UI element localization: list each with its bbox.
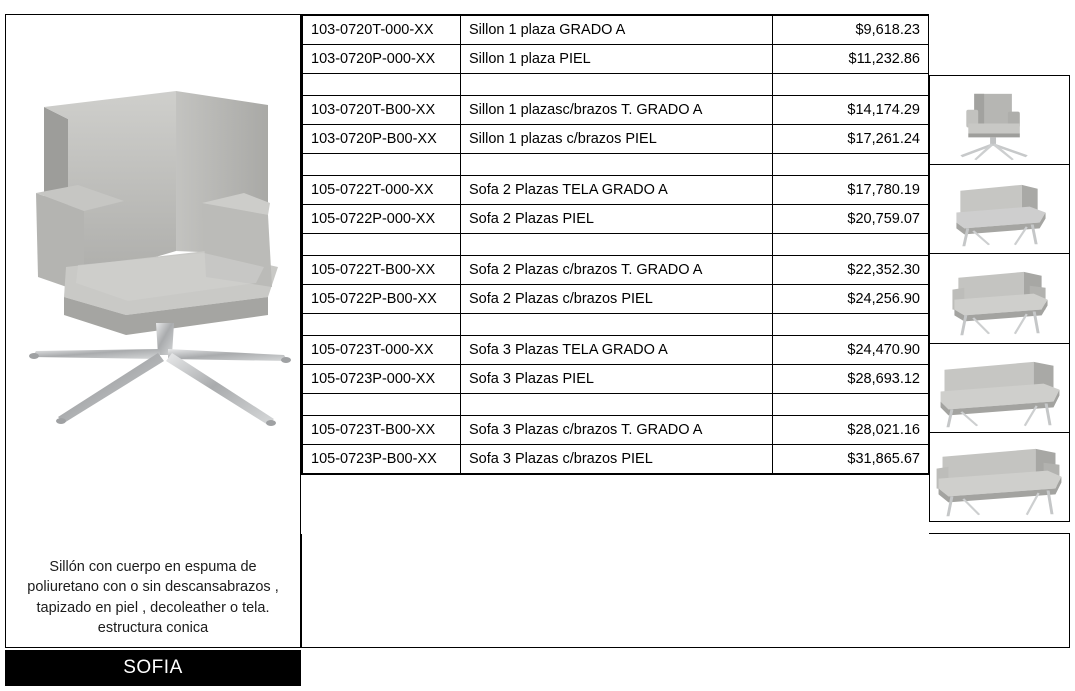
row-name: Sillon 1 plazas c/brazos PIEL [461,125,773,154]
row-name [461,234,773,256]
row-code: 105-0723T-B00-XX [303,416,461,445]
row-name: Sofa 2 Plazas c/brazos PIEL [461,285,773,314]
row-name [461,154,773,176]
row-code: 103-0720P-000-XX [303,45,461,74]
row-price: $14,174.29 [773,96,929,125]
row-price: $28,021.16 [773,416,929,445]
table-spacer-row [303,394,929,416]
row-code: 105-0722P-B00-XX [303,285,461,314]
row-price: $24,256.90 [773,285,929,314]
price-table-container [301,14,929,475]
row-price: $20,759.07 [773,205,929,234]
row-code: 103-0720T-B00-XX [303,96,461,125]
thumbnail-sofa-3-plazas-sin-brazos [930,344,1069,433]
table-spacer-row [303,234,929,256]
table-row [303,96,929,125]
row-name: Sillon 1 plazasc/brazos T. GRADO A [461,96,773,125]
row-name: Sofa 3 Plazas PIEL [461,365,773,394]
row-code [303,74,461,96]
thumbnail-sofa-3-plazas-con-brazos [930,433,1069,522]
row-name: Sofa 2 Plazas c/brazos T. GRADO A [461,256,773,285]
row-price [773,394,929,416]
table-spacer-row [303,314,929,336]
product-main-image [6,15,300,535]
row-price [773,234,929,256]
row-code: 105-0722T-B00-XX [303,256,461,285]
thumbnail-column-bottom-border [929,533,1070,534]
table-row [303,205,929,234]
row-price [773,74,929,96]
table-row [303,125,929,154]
product-description: Sillón con cuerpo en espuma de poliuretano con o sin descansabrazos , tapizado en piel , decoleather o tela. estructura conica [27,558,279,637]
table-row [303,16,929,45]
row-name [461,394,773,416]
table-spacer-row [303,74,929,96]
row-price [773,314,929,336]
row-price: $17,261.24 [773,125,929,154]
row-code [303,314,461,336]
product-name-banner [5,650,301,686]
row-code [303,234,461,256]
thumbnail-sofa-2-plazas-sin-brazos [930,165,1069,254]
price-table [302,15,929,474]
row-code: 105-0723T-000-XX [303,336,461,365]
row-name: Sofa 3 Plazas TELA GRADO A [461,336,773,365]
thumbnail-sofa-2-plazas-con-brazos [930,254,1069,343]
product-panel [5,14,301,648]
row-name [461,74,773,96]
row-code [303,394,461,416]
row-code: 105-0723P-000-XX [303,365,461,394]
row-price: $28,693.12 [773,365,929,394]
row-code: 105-0722T-000-XX [303,176,461,205]
row-name: Sofa 3 Plazas c/brazos PIEL [461,445,773,474]
table-row [303,416,929,445]
row-price: $31,865.67 [773,445,929,474]
product-name: SOFIA [123,657,183,678]
price-table-body [303,16,929,474]
row-code: 105-0723P-B00-XX [303,445,461,474]
table-spacer-row [303,154,929,176]
row-code: 103-0720T-000-XX [303,16,461,45]
row-price: $9,618.23 [773,16,929,45]
row-code [303,154,461,176]
row-price: $24,470.90 [773,336,929,365]
table-row [303,256,929,285]
row-name: Sillon 1 plaza GRADO A [461,16,773,45]
thumbnail-sillon-1-plaza-con-brazos [930,76,1069,165]
row-code: 105-0722P-000-XX [303,205,461,234]
table-row [303,336,929,365]
row-price: $17,780.19 [773,176,929,205]
table-row [303,45,929,74]
row-price [773,154,929,176]
table-row [303,285,929,314]
row-name: Sillon 1 plaza PIEL [461,45,773,74]
table-footer-empty-block [301,534,1070,648]
row-price: $11,232.86 [773,45,929,74]
thumbnail-column [929,75,1070,522]
row-name: Sofa 2 Plazas PIEL [461,205,773,234]
row-name [461,314,773,336]
row-name: Sofa 3 Plazas c/brazos T. GRADO A [461,416,773,445]
table-row [303,445,929,474]
row-name: Sofa 2 Plazas TELA GRADO A [461,176,773,205]
row-code: 103-0720P-B00-XX [303,125,461,154]
table-row [303,365,929,394]
row-price: $22,352.30 [773,256,929,285]
table-row [303,176,929,205]
